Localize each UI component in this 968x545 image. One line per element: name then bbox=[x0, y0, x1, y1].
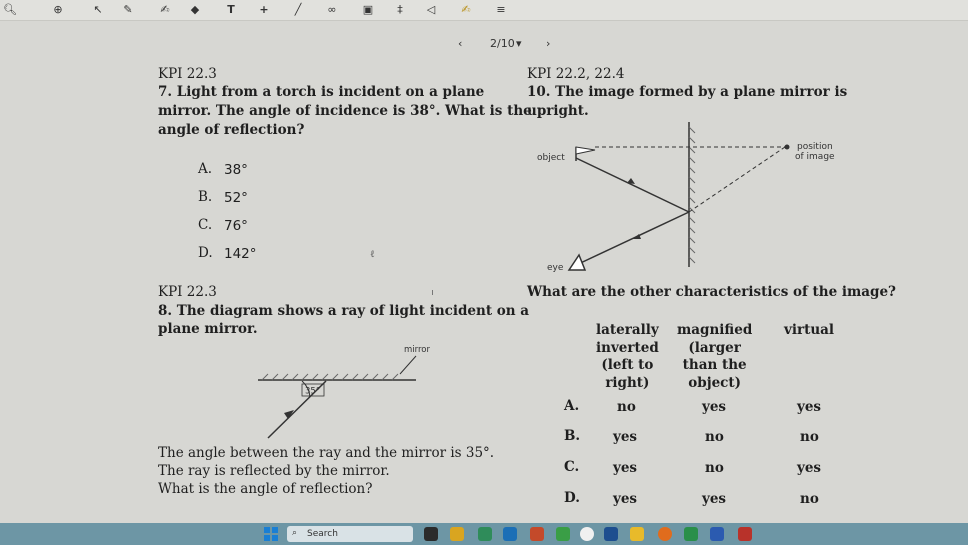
folder-icon[interactable] bbox=[630, 527, 644, 541]
menu-icon[interactable]: ≡ bbox=[496, 3, 506, 16]
q7-option-value: 38° bbox=[224, 162, 248, 178]
q8-line1: 8. The diagram shows a ray of light incident on a bbox=[158, 303, 530, 319]
q7-option-value: 142° bbox=[224, 246, 257, 262]
shape-icon[interactable]: ▣ bbox=[362, 3, 374, 16]
highlighter-icon[interactable]: ✍ bbox=[160, 3, 170, 16]
row-letter: D. bbox=[564, 490, 580, 506]
app-icon[interactable] bbox=[684, 527, 698, 541]
chrome-icon[interactable] bbox=[580, 527, 594, 541]
incident-arrowhead bbox=[627, 178, 635, 184]
row-cell-magnified: yes bbox=[702, 399, 727, 415]
row-cell-virtual: yes bbox=[797, 460, 822, 476]
word-icon[interactable] bbox=[710, 527, 724, 541]
image-label: of image bbox=[795, 152, 835, 162]
search-placeholder: Search bbox=[307, 529, 338, 539]
q7-option-value: 52° bbox=[224, 190, 248, 206]
page-dropdown-icon[interactable]: ▾ bbox=[516, 37, 522, 50]
incident-ray bbox=[576, 158, 689, 212]
header-virtual: virtual bbox=[784, 322, 835, 338]
row-cell-virtual: no bbox=[800, 491, 819, 507]
next-page-button[interactable]: › bbox=[546, 37, 551, 50]
search-icon: ⌕ bbox=[292, 528, 298, 538]
os-taskbar bbox=[0, 523, 968, 545]
stamp-icon[interactable]: ‡ bbox=[397, 3, 403, 16]
eye-symbol bbox=[569, 255, 585, 270]
taskbar-search[interactable] bbox=[287, 526, 413, 542]
row-letter: B. bbox=[564, 428, 581, 444]
row-cell-inverted: yes bbox=[613, 429, 638, 445]
angle-label: 35° bbox=[305, 386, 321, 397]
header-magnified: magnified (larger than the object) bbox=[677, 322, 753, 391]
q7-option-value: 76° bbox=[224, 218, 248, 234]
mirror-label-pointer bbox=[400, 356, 416, 374]
windows-start-icon[interactable] bbox=[264, 527, 278, 541]
row-cell-virtual: no bbox=[800, 429, 819, 445]
position-label: position bbox=[797, 142, 833, 152]
row-cell-inverted: yes bbox=[613, 460, 638, 476]
pen-icon[interactable]: ✎ bbox=[123, 3, 133, 16]
mirror-hatching bbox=[262, 374, 398, 380]
task-view-icon[interactable] bbox=[424, 527, 438, 541]
q7-option-letter: D. bbox=[198, 245, 213, 261]
app-icon[interactable] bbox=[530, 527, 544, 541]
object-label: object bbox=[537, 153, 565, 163]
q7-option-letter: C. bbox=[198, 217, 213, 233]
app-icon[interactable] bbox=[604, 527, 618, 541]
q7-line2: mirror. The angle of incidence is 38°. What is the bbox=[158, 103, 532, 119]
signature-icon[interactable]: ✍ bbox=[461, 3, 471, 16]
q7-option-letter: A. bbox=[198, 161, 213, 177]
mirror-label: mirror bbox=[404, 345, 430, 355]
line-icon[interactable]: ╱ bbox=[294, 3, 302, 16]
row-cell-inverted: yes bbox=[613, 491, 638, 507]
app-icon[interactable] bbox=[738, 527, 752, 541]
prev-page-button[interactable]: ‹ bbox=[458, 37, 463, 50]
audio-icon[interactable]: ◁ bbox=[426, 3, 436, 16]
q7-line1: 7. Light from a torch is incident on a plane bbox=[158, 84, 485, 100]
eraser-icon[interactable]: ◆ bbox=[190, 3, 200, 16]
page-number: 2/10 bbox=[490, 37, 515, 50]
q8-after3: What is the angle of reflection? bbox=[158, 481, 373, 497]
q7-line3: angle of reflection? bbox=[158, 122, 305, 138]
reflected-ray bbox=[572, 212, 689, 267]
q8-after2: The ray is reflected by the mirror. bbox=[158, 463, 390, 479]
zoom-in-icon[interactable]: ⊕ bbox=[53, 3, 63, 16]
row-cell-virtual: yes bbox=[797, 399, 822, 415]
q10-line1: 10. The image formed by a plane mirror is bbox=[527, 84, 848, 100]
q10-mirror-diagram bbox=[527, 122, 847, 272]
link-icon[interactable]: ∞ bbox=[327, 3, 337, 16]
q7-kpi: KPI 22.3 bbox=[158, 66, 217, 82]
text-tool-icon[interactable]: T bbox=[227, 3, 235, 16]
row-letter: C. bbox=[564, 459, 580, 475]
app-icon[interactable] bbox=[450, 527, 464, 541]
q8-line2: plane mirror. bbox=[158, 321, 258, 337]
app-icon[interactable] bbox=[556, 527, 570, 541]
row-cell-magnified: no bbox=[705, 429, 724, 445]
q10-kpi: KPI 22.2, 22.4 bbox=[527, 66, 625, 82]
app-icon[interactable] bbox=[658, 527, 672, 541]
stray-pen-mark: ℓ bbox=[370, 249, 375, 260]
q8-kpi: KPI 22.3 bbox=[158, 284, 217, 300]
app-icon[interactable] bbox=[478, 527, 492, 541]
pointer-icon[interactable]: ↖ bbox=[93, 3, 103, 16]
row-cell-magnified: no bbox=[705, 460, 724, 476]
q7-option-letter: B. bbox=[198, 189, 213, 205]
row-cell-inverted: no bbox=[617, 399, 636, 415]
virtual-ray bbox=[689, 147, 785, 212]
q10-line2: upright. bbox=[527, 103, 589, 119]
app-icon[interactable] bbox=[503, 527, 517, 541]
row-letter: A. bbox=[564, 398, 580, 414]
zoom-out-icon[interactable]: 🔍︎ bbox=[3, 3, 17, 16]
eye-label: eye bbox=[547, 263, 564, 272]
add-icon[interactable]: + bbox=[259, 3, 269, 16]
q8-after1: The angle between the ray and the mirror is 35°. bbox=[158, 445, 495, 461]
stray-pen-mark bbox=[432, 290, 433, 295]
q8-mirror-diagram bbox=[248, 340, 448, 446]
annotation-toolbar bbox=[0, 0, 968, 21]
header-laterally-inverted: laterally inverted (left to right) bbox=[596, 322, 659, 391]
worksheet-page bbox=[0, 22, 968, 522]
row-cell-magnified: yes bbox=[702, 491, 727, 507]
q10-question: What are the other characteristics of the image? bbox=[527, 284, 896, 300]
object-flag bbox=[576, 147, 595, 154]
image-position-dot bbox=[785, 145, 790, 150]
